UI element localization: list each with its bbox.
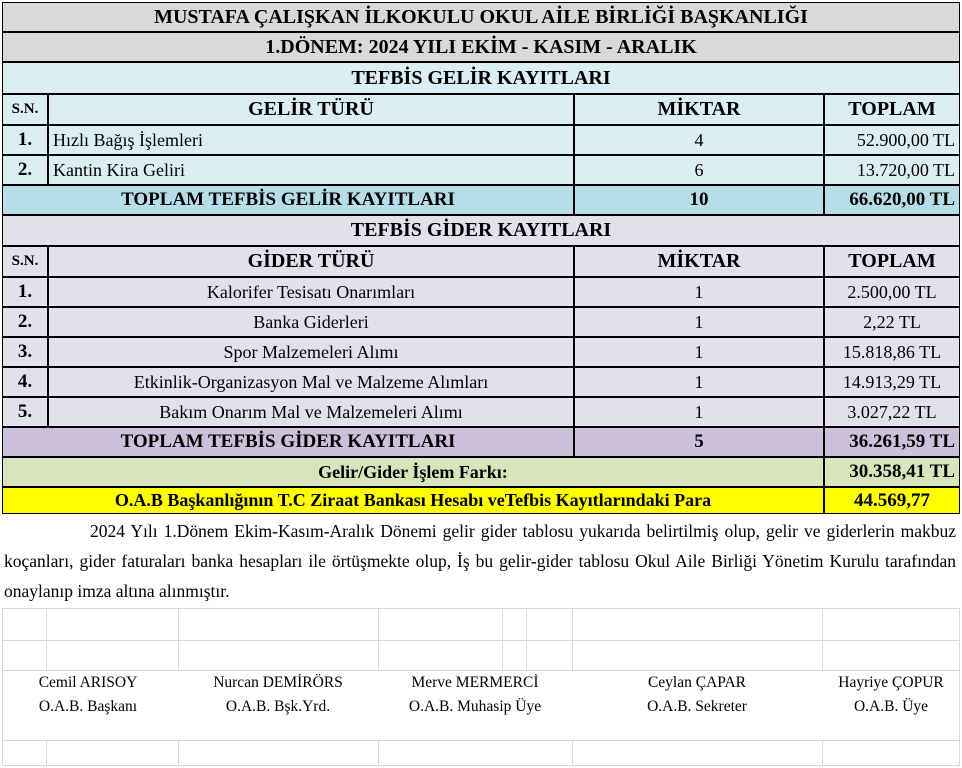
expense-section-row [2,215,960,246]
grid-line [2,608,960,609]
expense-total-qty: 5 [574,427,824,457]
expense-col-sn: S.N. [2,246,48,277]
signatory-vice-president [178,674,378,716]
signatory-president [0,674,176,716]
approval-statement [4,516,956,606]
income-col-qty: MİKTAR [574,94,824,125]
expense-total-label: TOPLAM TEFBİS GİDER KAYITLARI [2,427,574,457]
grid-line [178,608,179,670]
expense-total-amount: 36.261,59 TL [824,427,960,457]
grid-line [2,640,960,641]
signatory-accountant [378,674,572,716]
table-row [2,397,960,427]
income-row-total: 52.900,00 TL [824,125,960,155]
grid-line [46,740,47,766]
expense-row-qty: 1 [574,307,824,337]
signatory-role: O.A.B. Bşk.Yrd. [225,698,331,715]
expense-col-type: GİDER TÜRÜ [48,246,574,277]
expense-row-name: Banka Giderleri [48,307,574,337]
expense-row-name: Etkinlik-Organizasyon Mal ve Malzeme Alımları [48,367,574,397]
report-title: MUSTAFA ÇALIŞKAN İLKOKULU OKUL AİLE BİRLİĞİ BAŞKANLIĞI [2,2,960,32]
expense-row-sn: 3. [2,337,48,367]
table-row [2,307,960,337]
expense-col-total: TOPLAM [824,246,960,277]
table-row [2,155,960,185]
grid-line [2,740,960,741]
grid-line [502,608,503,670]
signatory-role: O.A.B. Muhasip Üye [408,698,542,715]
income-section-row [2,62,960,94]
period-row [2,32,960,62]
income-row-name: Kantin Kira Geliri [48,155,574,185]
expense-row-name: Spor Malzemeleri Alımı [48,337,574,367]
expense-section-title: TEFBİS GİDER KAYITLARI [2,215,960,246]
grid-line [572,740,573,766]
grid-line [526,608,527,670]
income-header-row [2,94,960,125]
expense-col-qty: MİKTAR [574,246,824,277]
income-total-label: TOPLAM TEFBİS GELİR KAYITLARI [2,185,574,215]
signatory-role: O.A.B. Sekreter [647,698,747,715]
bank-row [2,487,960,514]
grid-line [822,740,823,766]
income-col-sn: S.N. [2,94,48,125]
signatory-name: Cemil ARISOY [38,674,138,691]
income-col-total: TOPLAM [824,94,960,125]
expense-row-total: 3.027,22 TL [824,397,960,427]
table-row [2,337,960,367]
expense-row-total: 14.913,29 TL [824,367,960,397]
signatory-name: Merve MERMERCİ [411,674,539,691]
income-total-amount: 66.620,00 TL [824,185,960,215]
grid-line [572,608,573,670]
table-row [2,367,960,397]
income-row-name: Hızlı Bağış İşlemleri [48,125,574,155]
report-period: 1.DÖNEM: 2024 YILI EKİM - KASIM - ARALIK [2,32,960,62]
expense-row-qty: 1 [574,277,824,307]
income-section-title: TEFBİS GELİR KAYITLARI [2,62,960,94]
grid-line [378,608,379,670]
grid-line [2,765,960,766]
statement-text: 2024 Yılı 1.Dönem Ekim-Kasım-Aralık Dönemi gelir gider tablosu yukarıda belirtilmiş olup, gelir ve giderlerin makbuz koçanları, gider faturaları banka hesapları ile örtüşmekte olup, İş bu gelir-gider tablosu Okul Aile Birliği Yönetim Kurulu tarafından onaylanıp imza altına alınmıştır. [4,521,956,601]
expense-row-sn: 2. [2,307,48,337]
expense-row-name: Bakım Onarım Mal ve Malzemeleri Alımı [48,397,574,427]
income-row-qty: 6 [574,155,824,185]
expense-row-total: 2,22 TL [824,307,960,337]
income-row-total: 13.720,00 TL [824,155,960,185]
expense-row-sn: 1. [2,277,48,307]
grid-line [178,740,179,766]
income-total-row [2,185,960,215]
difference-row [2,457,960,487]
expense-total-row [2,427,960,457]
income-row-sn: 2. [2,155,48,185]
signatory-role: O.A.B. Başkanı [38,698,138,715]
signatory-role: O.A.B. Üye [853,698,929,715]
table-row [2,125,960,155]
expense-row-total: 2.500,00 TL [824,277,960,307]
expense-row-name: Kalorifer Tesisatı Onarımları [48,277,574,307]
expense-row-qty: 1 [574,367,824,397]
expense-row-qty: 1 [574,337,824,367]
expense-row-sn: 4. [2,367,48,397]
income-row-qty: 4 [574,125,824,155]
signatory-name: Hayriye ÇOPUR [838,674,944,691]
signatory-name: Ceylan ÇAPAR [647,674,747,691]
difference-amount: 30.358,41 TL [824,457,960,487]
expense-row-qty: 1 [574,397,824,427]
grid-line [2,670,960,671]
expense-header-row [2,246,960,277]
signatory-member [822,674,960,716]
expense-row-total: 15.818,86 TL [824,337,960,367]
grid-line [822,608,823,670]
title-row [2,2,960,32]
difference-label: Gelir/Gider İşlem Farkı: [2,457,824,487]
signatory-secretary [572,674,822,716]
expense-row-sn: 5. [2,397,48,427]
grid-line [378,740,379,766]
bank-amount: 44.569,77 [824,487,960,514]
income-row-sn: 1. [2,125,48,155]
grid-line [46,608,47,670]
bank-label: O.A.B Başkanlığının T.C Ziraat Bankası Hesabı veTefbis Kayıtlarındaki Para [2,487,824,514]
signatory-name: Nurcan DEMİRÖRS [213,674,343,691]
table-row [2,277,960,307]
income-col-type: GELİR TÜRÜ [48,94,574,125]
income-total-qty: 10 [574,185,824,215]
